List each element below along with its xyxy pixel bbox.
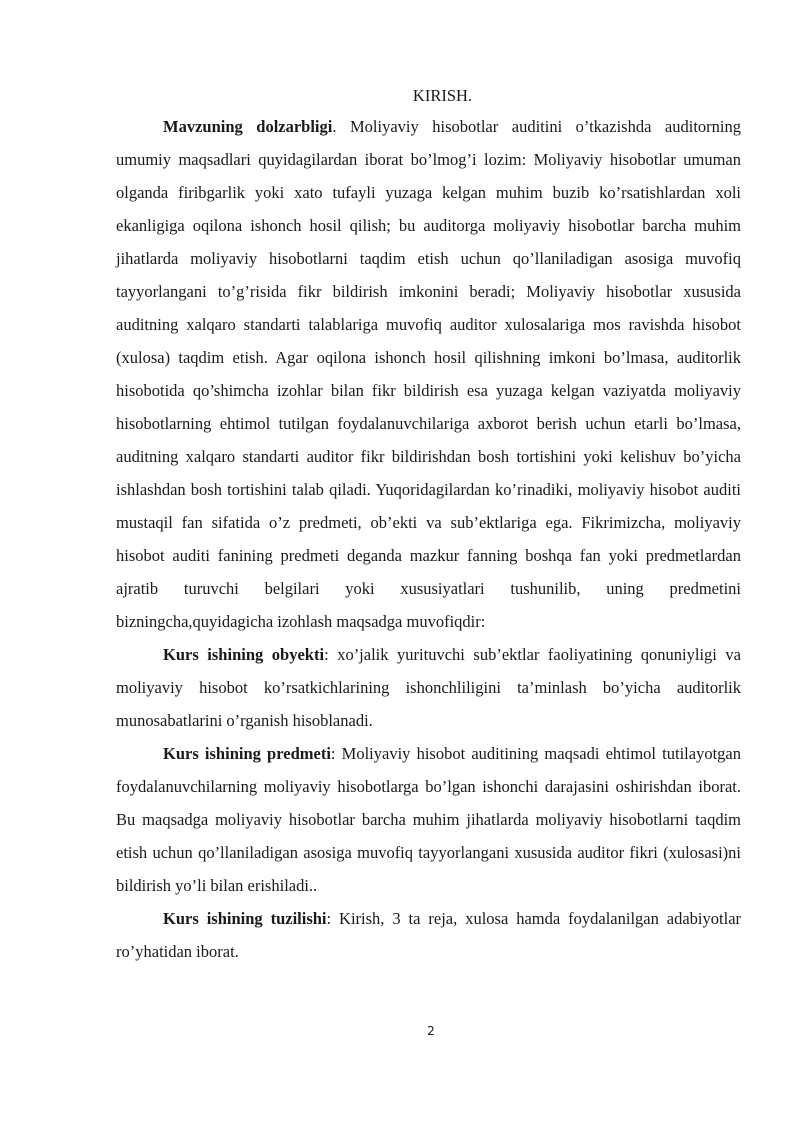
- paragraph-structure: [116, 902, 741, 968]
- paragraph-text: : xo’jalik yurituvchi sub’ektlar faoliyatining qonuniyligi va moliyaviy hisobot ko’rsatkichlarining ishonchliligini ta’minlash bo’yicha auditorlik munosabatlarini o’rganish hisoblanadi.: [116, 645, 741, 730]
- paragraph-text: : Moliyaviy hisobot auditining maqsadi ehtimol tutilayotgan foydalanuvchilarning moliyaviy hisobotlarga bo’lgan ishonchi darajasini oshirishdan iborat. Bu maqsadga moliyaviy hisobotlar barcha muhim jihatlarda moliyaviy hisobotlarni taqdim etish uchun qo’llaniladigan asosiga muvofiq tayyorlangani xususida auditor fikri (xulosasi)ni bildirish yo’li bilan erishiladi..: [116, 744, 741, 895]
- paragraph-text: : Kirish, 3 ta reja, xulosa hamda foydalanilgan adabiyotlar ro’yhatidan iborat.: [116, 909, 742, 961]
- paragraph-heading: Mavzuning dolzarbligi: [163, 117, 333, 136]
- paragraph-heading: Kurs ishining predmeti: [163, 744, 331, 763]
- paragraph-heading: Kurs ishining obyekti: [163, 645, 325, 664]
- page-number: 2: [427, 1024, 435, 1038]
- section-title: KIRISH.: [412, 86, 473, 105]
- paragraph-subject: [116, 737, 741, 902]
- paragraph-heading: Kurs ishining tuzilishi: [163, 909, 327, 928]
- paragraph-relevance: [116, 110, 741, 638]
- paragraph-object: [116, 638, 741, 737]
- paragraph-text: . Moliyaviy hisobotlar auditini o’tkazishda auditorning umumiy maqsadlari quyidagilardan iborat bo’lmog’i lozim: Moliyaviy hisobotlar umuman olganda firibgarlik yoki xato tufayli yuzaga kelgan muhim buzib ko’rsatishlardan xoli ekanligiga oqilona ishonch hosil qilish; bu auditorga moliyaviy hisobotlar barcha muhim jihatlarda moliyaviy hisobotlarni taqdim etish uchun qo’llaniladigan asosiga muvofiq tayyorlangani to’g’risida fikr bildirish imkonini beradi; Moliyaviy hisobotlar xususida auditning xalqaro standarti talablariga muvofiq auditor xulosalariga mos ravishda hisobot (xulosa) taqdim etish. Agar oqilona ishonch hosil qilishning imkoni bo’lmasa, auditorlik hisobotida qo’shimcha izohlar bilan fikr bildirish esa yuzaga kelgan vaziyatda moliyaviy hisobotlarning ehtimol tutilgan foydalanuvchilariga axborot berish uchun etarli bo’lmasa, auditning xalqaro standarti auditor fikr bildirishdan bosh tortishini yoki kelishuv bo’yicha ishlashdan bosh tortishini talab qiladi. Yuqoridagilardan ko’rinadiki, moliyaviy hisobot auditi mustaqil fan sifatida o’z predmeti, ob’ekti va sub’ektlariga ega. Fikrimizcha, moliyaviy hisobot auditi fanining predmeti deganda mazkur fanning boshqa fan yoki predmetlardan ajratib turuvchi belgilari yoki xususiyatlari tushunilib, uning predmetini bizningcha,quyidagicha izohlash maqsadga muvofiqdir:: [116, 117, 741, 631]
- document-page: [116, 84, 741, 968]
